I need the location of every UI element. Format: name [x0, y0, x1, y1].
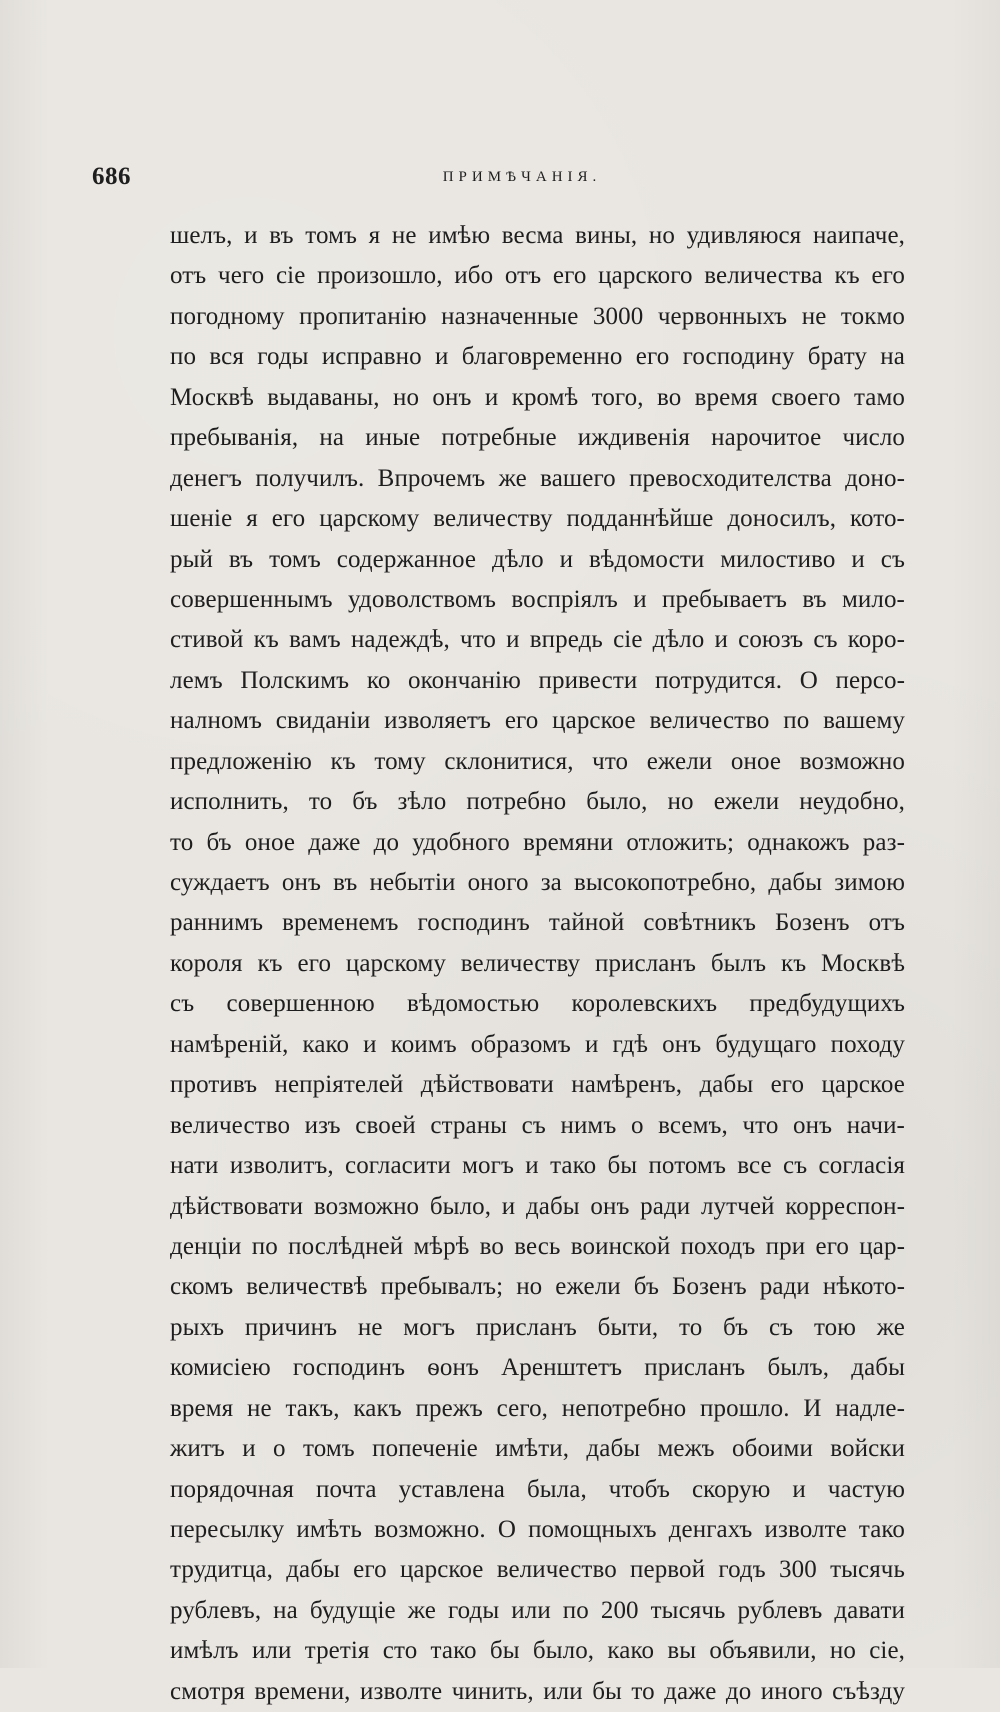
text-line: рублевъ, на будущіе же годы или по 200 тысячь рублевъ давати [170, 1596, 905, 1624]
running-title: ПРИМѢЧАНІЯ. [442, 169, 602, 185]
text-line: предложенію къ тому склонитися, что ежели оное возможно [170, 747, 905, 775]
text-line: по вся годы исправно и благовременно его господину брату на [170, 343, 905, 371]
text-line: противъ непріятелей дѣйствовати намѣренъ, дабы его царское [170, 1071, 905, 1099]
text-line: налномъ свиданіи изволяетъ его царское величество по вашему [170, 707, 905, 735]
text-line: лемъ Полскимъ ко окончанію привести потрудится. О персо- [170, 666, 905, 694]
text-line: время не такъ, какъ прежъ сего, непотребно прошло. И надле- [170, 1394, 905, 1422]
text-line: дѣйствовати возможно было, и дабы онъ ради лутчей корреспон- [170, 1192, 905, 1220]
page-header [92, 163, 908, 199]
text-line: порядочная почта уставлена была, чтобъ скорую и частую [170, 1475, 905, 1503]
text-line: величество изъ своей страны съ нимъ о всемъ, что онъ начи- [170, 1111, 905, 1139]
page-number: 686 [92, 163, 131, 190]
body-text [170, 216, 905, 1712]
text-line: пересылку имѣть возможно. О помощныхъ денгахъ изволте тако [170, 1516, 905, 1543]
text-line: трудитца, дабы его царское величество первой годъ 300 тысячь [170, 1556, 905, 1584]
text-line: смотря времени, изволте чинить, или бы то даже до иного съѣзду [170, 1677, 905, 1705]
text-line: нати изволитъ, согласити могъ и тако бы потомъ все съ согласія [170, 1152, 905, 1180]
text-line: скомъ величествѣ пребывалъ; но ежели бъ Бозенъ ради нѣкото- [170, 1273, 905, 1301]
text-line: комисіею господинъ ѳонъ Аренштетъ присланъ былъ, дабы [170, 1354, 905, 1382]
text-line: денегъ получилъ. Впрочемъ же вашего превосходителства доно- [170, 464, 905, 492]
text-line: то бъ оное даже до удобного времяни отложить; однакожъ раз- [170, 828, 905, 856]
text-line: короля къ его царскому величеству присланъ былъ къ Москвѣ [170, 949, 905, 977]
text-line: съ совершенною вѣдомостью королевскихъ предбудущихъ [170, 990, 905, 1018]
text-line: раннимъ временемъ господинъ тайной совѣтникъ Бозенъ отъ [170, 909, 905, 937]
text-line: шелъ, и въ томъ я не имѣю весма вины, но удивляюся наипаче, [170, 222, 905, 249]
text-line: денціи по послѣдней мѣрѣ во весь воинской походъ при его цар- [170, 1232, 905, 1260]
text-line: Москвѣ выдаваны, но онъ и кромѣ того, во время своего тамо [170, 383, 905, 411]
text-line: стивой къ вамъ надеждѣ, что и впредь сіе дѣло и союзъ съ коро- [170, 626, 905, 654]
text-line: намѣреній, како и коимъ образомъ и гдѣ онъ будущаго походу [170, 1030, 905, 1058]
text-line: пребыванія, на иные потребные иждивенія нарочитое число [170, 424, 905, 452]
text-line: шеніе я его царскому величеству подданнѣйше доносилъ, кото- [170, 505, 905, 533]
text-line: отъ чего сіе произошло, ибо отъ его царского величества къ его [170, 262, 905, 290]
text-line: суждаетъ онъ въ небытіи оного за высокопотребно, дабы зимою [170, 869, 905, 896]
text-line: рый въ томъ содержанное дѣло и вѣдомости милостиво и съ [170, 545, 905, 573]
text-line: рыхъ причинъ не могъ присланъ быти, то бъ съ тою же [170, 1313, 905, 1341]
text-line: погодному пропитанію назначенные 3000 червонныхъ не токмо [170, 302, 905, 330]
text-line: имѣлъ или третія сто тако бы было, како вы объявили, но сіе, [170, 1637, 905, 1665]
text-line: исполнить, то бъ зѣло потребно было, но ежели неудобно, [170, 788, 905, 816]
text-line: житъ и о томъ попеченіе имѣти, дабы межъ обоими войски [170, 1435, 905, 1463]
text-line: совершеннымъ удоволствомъ воспріялъ и пребываетъ въ мило- [170, 585, 905, 613]
